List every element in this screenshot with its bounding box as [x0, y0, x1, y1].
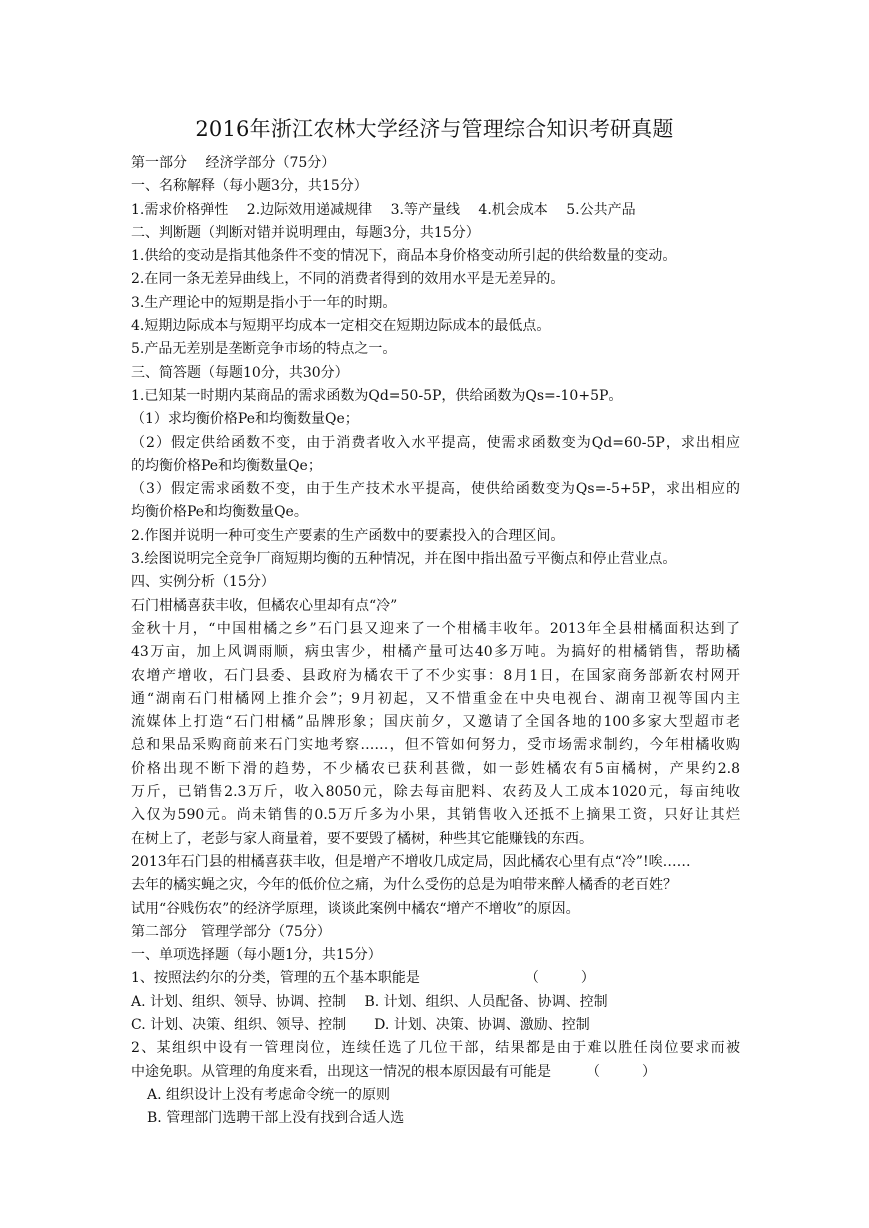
page-title: 2016年浙江农林大学经济与管理综合知识考研真题: [195, 117, 674, 141]
text-line: （1）求均衡价格Pe和均衡数量Qe；: [131, 411, 359, 428]
text-line: 第一部分 经济学部分（75分）: [131, 155, 336, 171]
text-line: 去年的橘实蝇之灾，今年的低价位之痛，为什么受伤的总是为咱带来醉人橘香的老百姓？: [131, 877, 677, 894]
text-line: （2）假定供给函数不变，由于消费者收入水平提高，使需求函数变为Qd=60-5P，求出相应: [131, 434, 740, 451]
text-line: 2.作图并说明一种可变生产要素的生产函数中的要素投入的合理区间。: [131, 527, 565, 544]
text-line: 3.生产理论中的短期是指小于一年的时期。: [131, 294, 397, 311]
text-line: 2013年石门县的柑橘喜获丰收，但是增产不增收几成定局，因此橘农心里有点“冷”!唉……: [131, 853, 691, 870]
text-line: 四、实例分析（15分）: [131, 574, 275, 591]
text-line: 一、单项选择题（每小题1分，共15分）: [131, 947, 382, 964]
text-line: 5.产品无差别是垄断竞争市场的特点之一。: [131, 341, 397, 358]
document-body: [131, 152, 740, 1130]
text-line: 入仅为590元。尚未销售的0.5万斤多为小果，其销售收入还抵不上摘果工资，只好让其烂: [131, 807, 740, 824]
text-line: 流媒体上打造“石门柑橘”品牌形象；国庆前夕，又邀请了全国各地的100多家大型超市老: [131, 714, 740, 731]
text-line: 总和果品采购商前来石门实地考察……，但不管如何努力，受市场需求制约，今年柑橘收购: [131, 737, 740, 754]
text-line: （3）假定需求函数不变，由于生产技术水平提高，使供给函数变为Qs=-5+5P，求出相应的: [131, 481, 740, 498]
text-line: 第二部分 管理学部分（75分）: [131, 923, 331, 940]
text-line: 试用“谷贱伤农”的经济学原理，谈谈此案例中橘农“增产不增收”的原因。: [131, 900, 580, 917]
text-line: 3.绘图说明完全竞争厂商短期均衡的五种情况，并在图中指出盈亏平衡点和停止营业点。: [131, 551, 677, 568]
text-line: 1.需求价格弹性 2.边际效用递减规律 3.等产量线 4.机会成本 5.公共产品: [131, 201, 636, 218]
text-line: 1、按照法约尔的分类，管理的五个基本职能是 （ ）: [131, 970, 595, 987]
text-line: A. 组织设计上没有考虑命令统一的原则: [147, 1086, 391, 1103]
text-line: 的均衡价格Pe和均衡数量Qe；: [131, 457, 322, 474]
text-line: 石门柑橘喜获丰收，但橘农心里却有点“冷”: [131, 597, 398, 614]
text-line: 1.供给的变动是指其他条件不变的情况下，商品本身价格变动所引起的供给数量的变动。: [131, 248, 677, 265]
text-line: 4.短期边际成本与短期平均成本一定相交在短期边际成本的最低点。: [131, 318, 551, 335]
text-line: 均衡价格Pe和均衡数量Qe。: [131, 504, 308, 521]
text-line: C. 计划、决策、组织、领导、控制 D. 计划、决策、协调、激励、控制: [131, 1016, 590, 1033]
text-line: B. 管理部门选聘干部上没有找到合适人选: [147, 1110, 405, 1127]
text-line: 在树上了，老彭与家人商量着，要不要毁了橘树，种些其它能赚钱的东西。: [131, 830, 593, 847]
text-line: 一、名称解释（每小题3分，共15分）: [131, 178, 368, 195]
text-line: 43万亩，加上风调雨顺，病虫害少，柑橘产量可达40多万吨。为搞好的柑橘销售，帮助橘: [131, 644, 740, 661]
text-line: 三、简答题（每题10分，共30分）: [131, 364, 349, 381]
text-line: 中途免职。从管理的角度来看，出现这一情况的根本原因最有可能是 （ ）: [131, 1063, 656, 1080]
text-line: 金秋十月，“中国柑橘之乡”石门县又迎来了一个柑橘丰收年。2013年全县柑橘面积达到了: [131, 620, 740, 637]
text-line: 1.已知某一时期内某商品的需求函数为Qd=50-5P，供给函数为Qs=-10+5P。: [131, 387, 623, 404]
text-line: 价格出现不断下滑的趋势，不少橘农已获利甚微，如一彭姓橘农有5亩橘树，产果约2.8: [131, 760, 740, 777]
text-line: 2、某组织中设有一管理岗位，连续任选了几位干部，结果都是由于难以胜任岗位要求而被: [131, 1040, 740, 1057]
text-line: 农增产增收，石门县委、县政府为橘农干了不少实事：8月1日，在国家商务部新农村网开: [131, 667, 740, 684]
text-line: 通“湖南石门柑橘网上推介会”；9月初起，又不惜重金在中央电视台、湖南卫视等国内主: [131, 690, 740, 707]
text-line: 二、判断题（判断对错并说明理由，每题3分，共15分）: [131, 224, 480, 241]
text-line: 2.在同一条无差异曲线上，不同的消费者得到的效用水平是无差异的。: [131, 271, 565, 288]
text-line: A. 计划、组织、领导、协调、控制 B. 计划、组织、人员配备、协调、控制: [131, 993, 608, 1010]
text-line: 万斤，已销售2.3万斤，收入8050元，除去每亩肥料、农药及人工成本1020元，每亩纯收: [131, 784, 740, 801]
